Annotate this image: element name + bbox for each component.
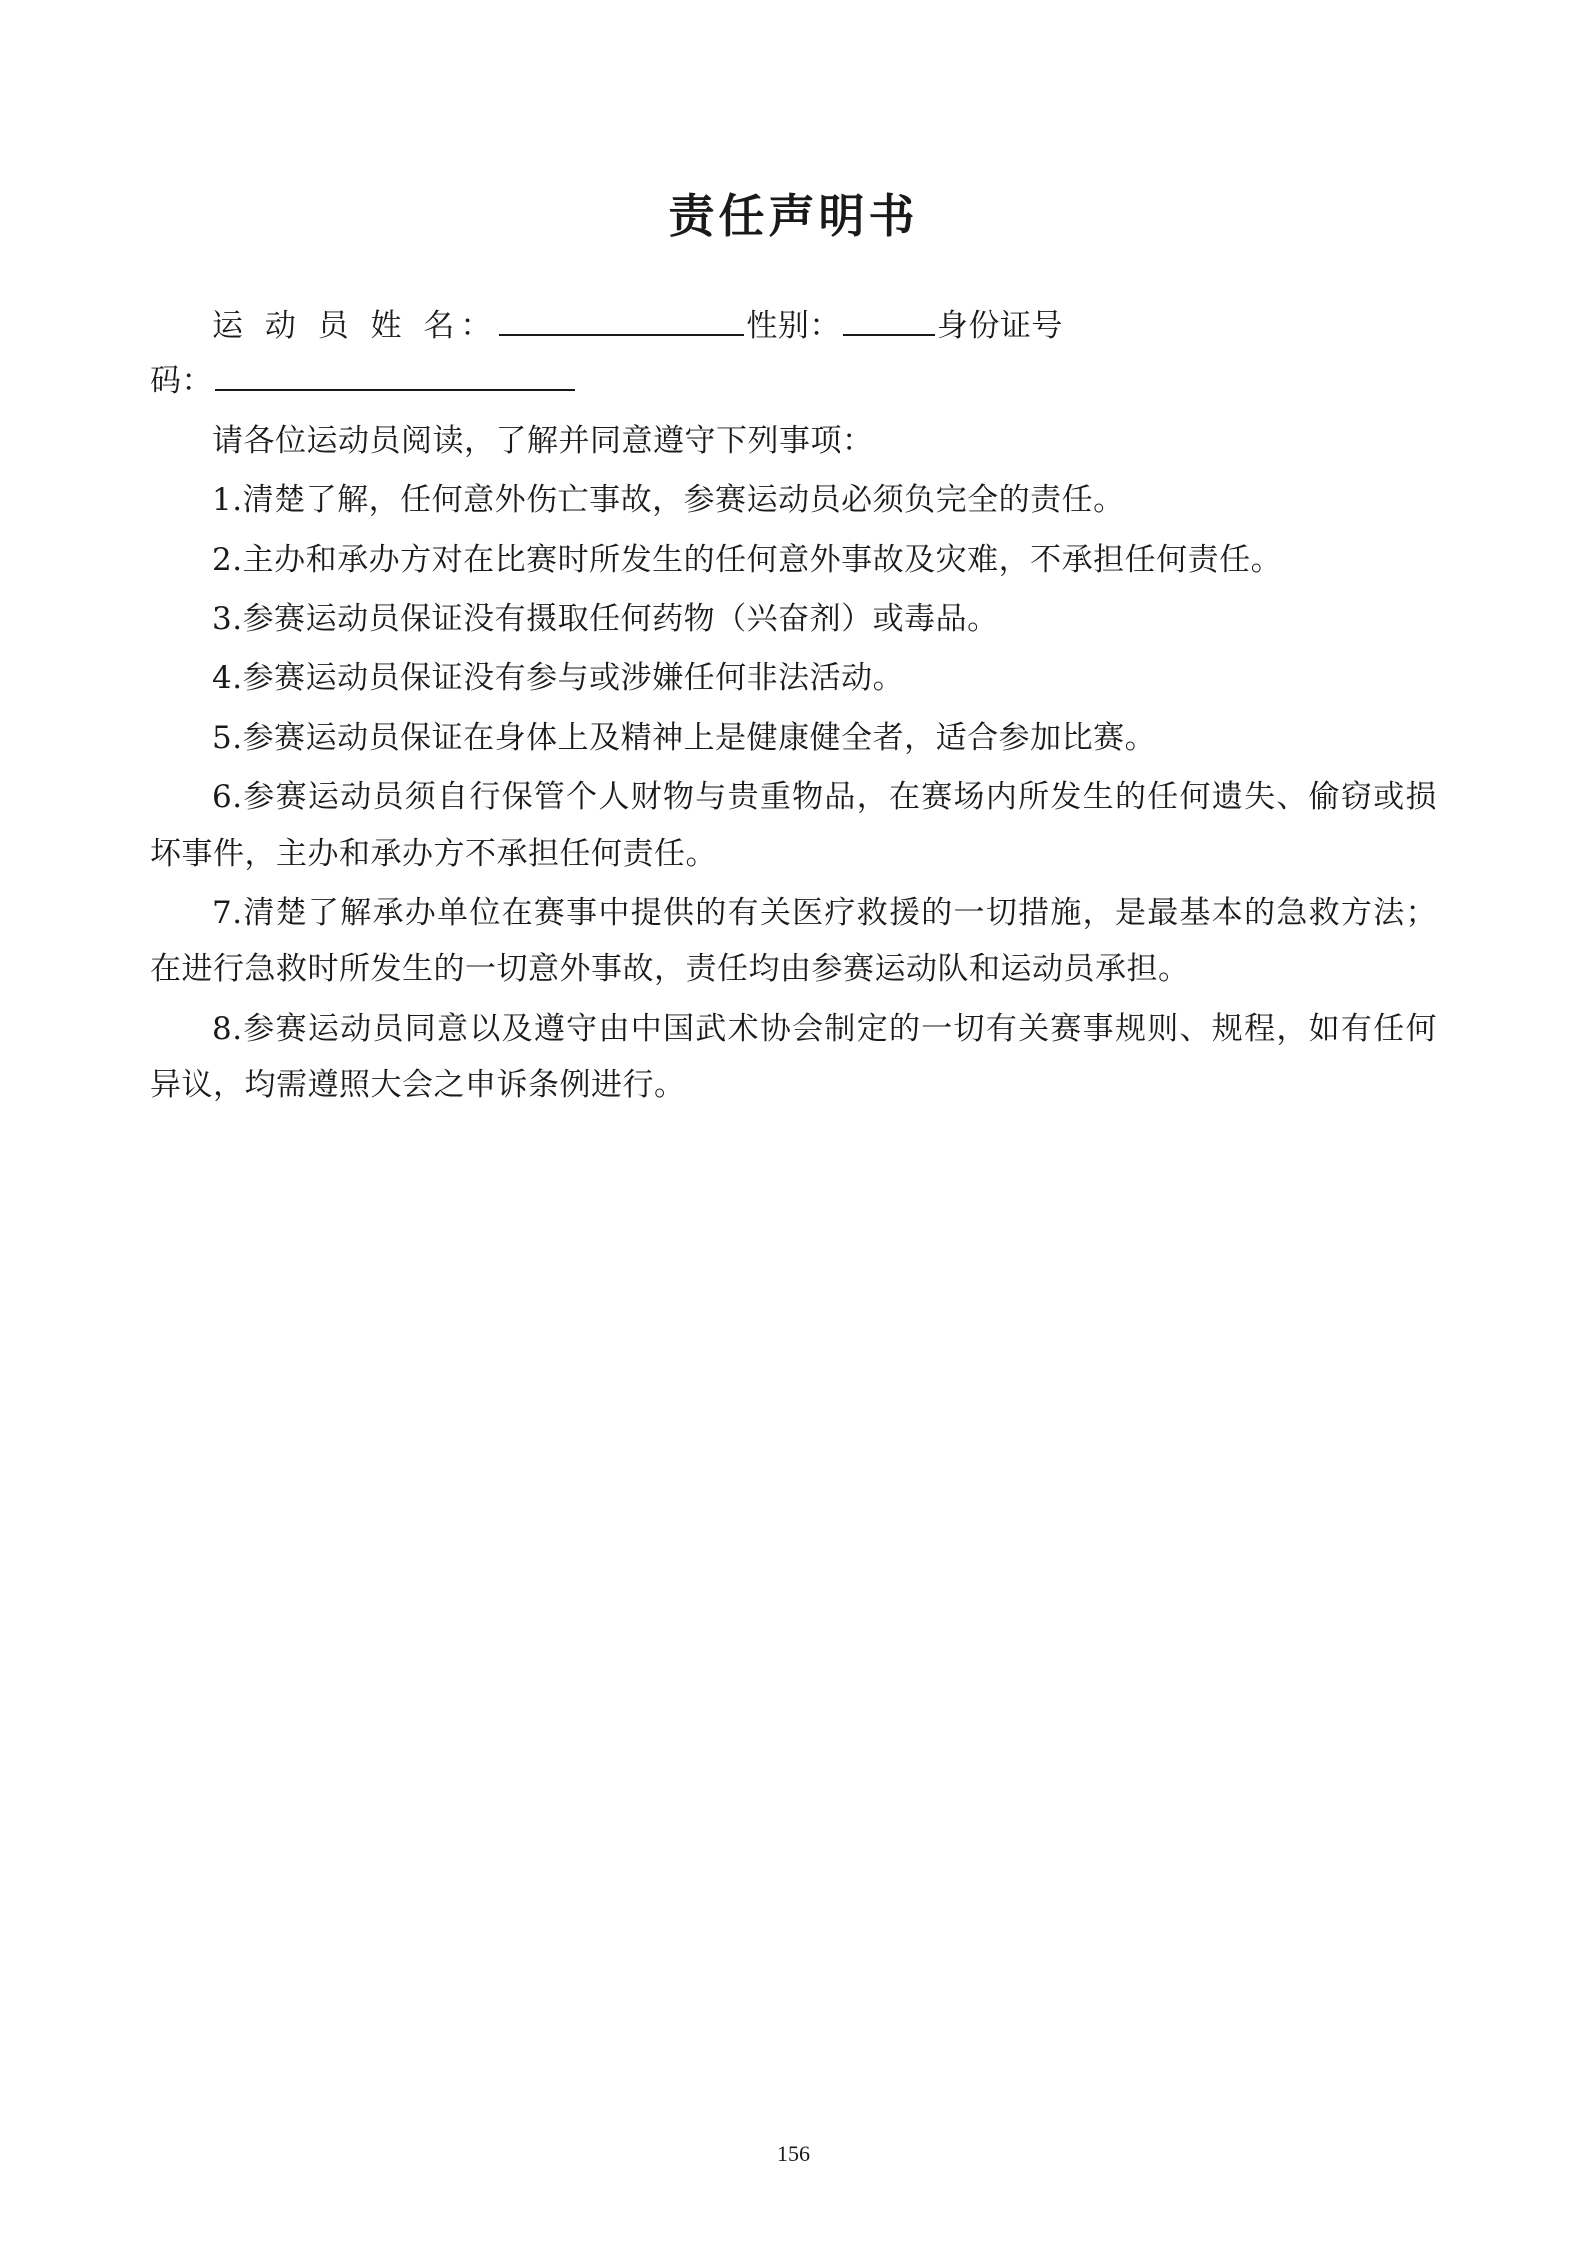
athlete-name-input[interactable] (499, 304, 744, 336)
clause-1: 1.清楚了解，任何意外伤亡事故，参赛运动员必须负完全的责任。 (212, 482, 1125, 519)
gender-label: 性别： (746, 308, 841, 344)
id-number-input[interactable] (215, 359, 575, 391)
athlete-id-line (150, 353, 1437, 409)
clause-8: 8.参赛运动员同意以及遵守由中国武术协会制定的一切有关赛事规则、规程，如有任何异议，均需遵照大会之申诉条例进行。 (150, 1010, 1437, 1104)
clause-5: 5.参赛运动员保证在身体上及精神上是健康健全者，适合参加比赛。 (212, 719, 1157, 756)
athlete-name-label: 运 动 员 姓 名： (212, 308, 498, 344)
clause-4: 4.参赛运动员保证没有参与或涉嫌任何非法活动。 (212, 660, 905, 697)
id-label-continued: 码： (150, 363, 213, 400)
id-label: 身份证号 (936, 308, 1063, 344)
document-body (150, 298, 1437, 1114)
clause-6: 6.参赛运动员须自行保管个人财物与贵重物品，在赛场内所发生的任何遗失、偷窃或损坏事件，主办和承办方不承担任何责任。 (150, 779, 1437, 872)
clause-3: 3.参赛运动员保证没有摄取任何药物（兴奋剂）或毒品。 (212, 601, 999, 638)
gender-input[interactable] (843, 304, 935, 336)
page-number: 156 (777, 2141, 810, 2166)
clause-7: 7.清楚了解承办单位在赛事中提供的有关医疗救援的一切措施，是最基本的急救方法；在进行急救时所发生的一切意外事故，责任均由参赛运动队和运动员承担。 (150, 895, 1437, 988)
clause-2: 2.主办和承办方对在比赛时所发生的任何意外事故及灾难，不承担任何责任。 (212, 541, 1283, 578)
athlete-info-line (150, 298, 1437, 354)
intro-paragraph: 请各位运动员阅读，了解并同意遵守下列事项： (212, 422, 874, 459)
page-title: 责任声明书 (668, 189, 919, 243)
